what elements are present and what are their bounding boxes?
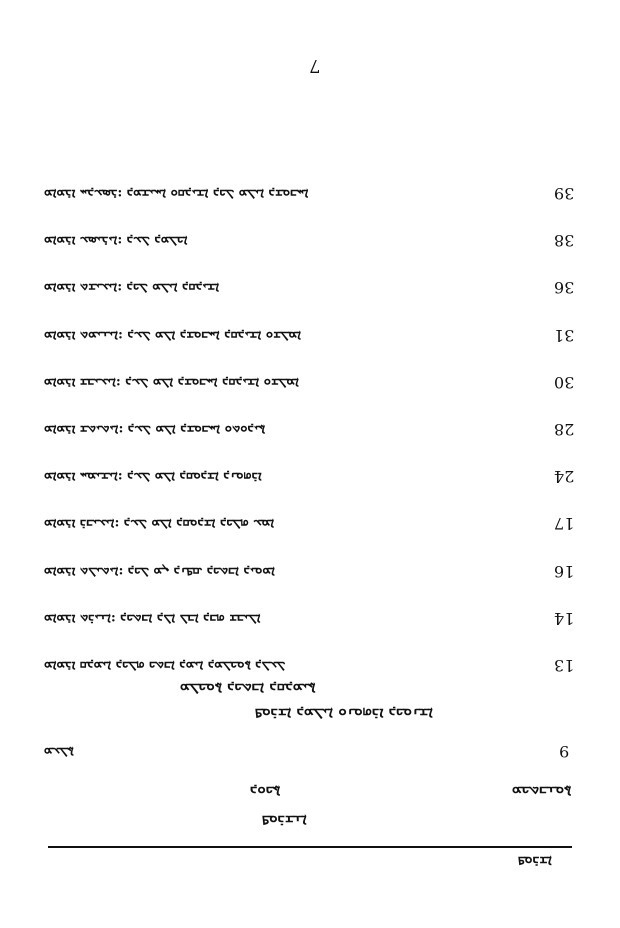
intro-row [44,740,584,764]
toc-entry [44,371,584,395]
toc-entry [44,324,584,348]
page-number-text: 7 [309,55,321,76]
section-heading-line2: ܦܘܪܫܐ ܕܡܠܝܐ ܘܢܘܗܪܐ ܕܟܘܢܫܐ [255,705,434,723]
intro-page-number: 9 [558,742,570,761]
toc-entry [44,607,584,631]
toc-entry [44,229,584,253]
contents-title: ܦܘܪܫܢܐ [262,812,307,830]
toc-entry [44,418,584,442]
toc-entry-title: ܡܐܡܪܐ ܫܒܝܥܝܐ: ܕܥܠ ܡܠܐ ܕܫܘܒܚܐ ܕܩܕܝܫܐ ܘܫܠܡܐ [44,375,299,390]
toc-entry-title: ܡܐܡܪܐ ܩܕܡܝܐ ܕܟܠܗ ܟܬܒܐ ܕܡܝܐ ܕܡܠܟܘܬܐ ܕܠܥܠ [44,658,286,673]
toc-entry [44,276,584,300]
toc-entry [44,512,584,536]
toc-entry-title: ܡܐܡܪܐ ܬܠܝܬܝܐ: ܕܟܠ ܡܢ ܕܢܦܩ ܕܟܬܒܐ ܕܝܘܡܐ [44,564,275,579]
page-number [305,55,325,76]
toc-entry [44,182,584,206]
toc-entry-page-number: 13 [553,656,575,675]
toc-entry-title: ܡܐܡܪܐ ܬܪܝܢܐ: ܕܟܬܒܐ ܕܠܐ ܠܒܐ ܕܒܗ ܫܒܝܠܐ [44,611,261,626]
toc-entry-title: ܡܐܡܪܐ ܥܣܝܪܝܐ: ܕܥܠ ܕܡܠܟܐ [44,233,188,248]
toc-entry-title: ܡܐܡܪܐ ܚܡܝܫܝܐ: ܕܥܠ ܡܠܐ ܕܩܘܕܫܐ ܕܢܘܗܪܐ [44,469,262,484]
toc-entry-page-number: 28 [553,420,575,439]
intro-title: ܡܥܠܬܐ [44,744,74,759]
toc-entry [44,654,584,678]
toc-entry-page-number: 14 [553,609,575,628]
toc-entry-page-number: 16 [553,562,575,581]
toc-entry [44,560,584,584]
toc-entry-page-number: 30 [553,373,575,392]
toc-entry-title: ܡܐܡܪܐ ܬܡܝܢܝܐ: ܕܥܠ ܡܠܐ ܕܫܘܒܚܐ ܕܩܕܝܫܐ ܘܫܠܡܐ [44,328,302,343]
section-heading-line1: ܡܠܟܘܬܐ ܕܟܬܒܐ ܕܩܕܡܝܬܐ [180,680,316,698]
toc-entry-page-number: 31 [553,326,575,345]
running-title: ܦܘܪܫܐ [518,853,552,869]
toc-entry [44,465,584,489]
toc-entry-page-number: 36 [553,278,575,297]
toc-entry-page-number: 17 [553,514,575,533]
toc-entry-title: ܡܐܡܪܐ ܪܒܝܥܝܐ: ܕܥܠ ܡܠܐ ܕܩܘܕܫܐ ܕܟܠܗ ܥܡܐ [44,516,275,531]
toc-entry-title: ܡܐܡܪܐ ܫܬܝܬܝܐ: ܕܥܠ ܡܠܐ ܕܫܘܒܚܐ ܘܬܘܕܝܬܐ [44,422,266,437]
toc-entry-page-number: 24 [553,467,575,486]
header-rule [48,846,572,848]
toc-entry-title: ܡܐܡܪܐ ܚܕܥܣܪ: ܕܡܫܝܚܐ ܘܩܕܝܫܐ ܕܟܠ ܡܠܝܐ ܕܫܘܒܚܐ [44,186,309,201]
toc-entry-page-number: 39 [553,184,575,203]
column-label-mid: ܕܘܟܬܐ [250,783,281,801]
column-label-right: ܡܟܬܒܢܘܬܐ [512,783,572,801]
toc-entry-title: ܡܐܡܪܐ ܬܫܝܥܝܐ: ܕܟܠ ܡܠܝܐ ܕܩܕܝܫܐ [44,280,220,295]
toc-entry-page-number: 38 [553,231,575,250]
